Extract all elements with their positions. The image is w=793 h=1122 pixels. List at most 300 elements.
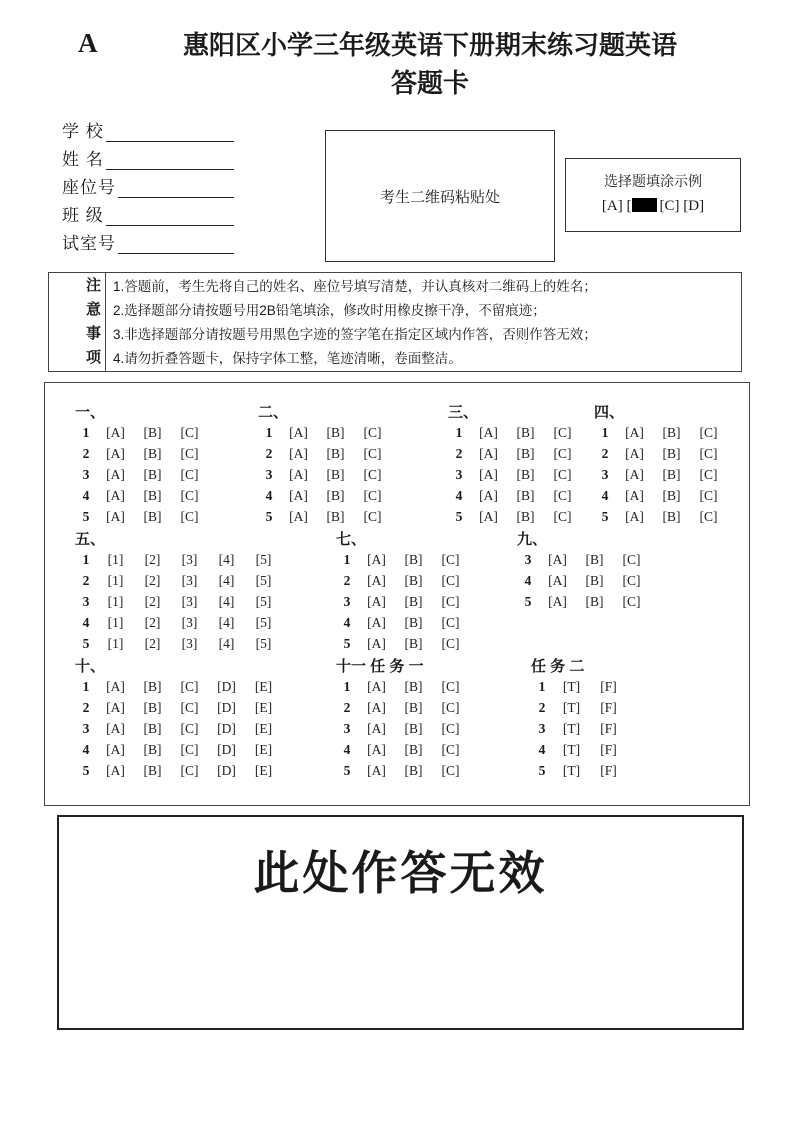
answer-bubble[interactable]: [B] [143,720,162,736]
field-seat-number-input-line[interactable] [118,176,234,198]
answer-row [258,443,448,464]
answer-section [75,655,336,781]
answer-section [594,401,727,527]
answer-bubble[interactable]: [C] [180,424,199,440]
notice-items [106,273,597,371]
answer-row [336,676,531,697]
answer-bubble[interactable]: [A] [625,445,644,461]
answer-row [594,422,727,443]
answer-bubble[interactable]: [C] [699,508,718,524]
answer-bubble[interactable]: [A] [106,762,125,778]
answer-bubble[interactable]: [C] [441,614,460,630]
answer-row [448,464,594,485]
section-title: 十一 任 务 一 [336,658,424,675]
section-title: 任 务 二 [531,658,585,675]
question-number: 4 [343,614,351,630]
answer-bubble[interactable]: [C] [441,572,460,588]
answer-bubble[interactable]: [A] [367,678,386,694]
answer-bubble[interactable]: [B] [404,614,423,630]
answer-row [517,570,650,591]
question-number: 1 [82,551,90,567]
answer-row [531,697,627,718]
answer-bubble[interactable]: [B] [143,762,162,778]
answer-bubble[interactable]: [4] [218,614,235,630]
question-number: 2 [538,699,546,715]
answer-bubble[interactable]: [C] [363,508,382,524]
answer-bubble[interactable]: [C] [553,466,572,482]
answer-row [594,485,727,506]
question-number: 5 [343,762,351,778]
section-title: 九、 [517,531,548,548]
answer-row [75,633,336,654]
answer-bubble[interactable]: [C] [441,551,460,567]
field-exam-room-label: 试室号 [62,234,116,253]
section-title: 二、 [258,404,289,421]
answer-bubble[interactable]: [C] [699,424,718,440]
answer-bubble[interactable]: [B] [326,445,345,461]
answer-bubble[interactable]: [T] [562,741,581,757]
field-name [62,142,234,170]
notice-label-char: 注 [85,277,101,294]
answer-row [258,422,448,443]
answer-bubble[interactable]: [F] [600,720,617,736]
question-number: 1 [455,424,463,440]
answer-bubble[interactable]: [C] [363,466,382,482]
answer-row [75,612,336,633]
answer-bubble[interactable]: [A] [106,424,125,440]
answer-bubble[interactable]: [5] [255,551,272,567]
question-number: 1 [82,424,90,440]
answer-row [75,739,336,760]
fill-example-box [565,158,741,232]
answer-row [448,422,594,443]
answer-section [531,655,627,781]
field-school-label: 学 校 [62,122,104,141]
question-number: 2 [82,445,90,461]
field-exam-room [62,226,234,254]
answer-bubble[interactable]: [B] [326,424,345,440]
answer-bubble[interactable]: [B] [516,508,535,524]
answer-bubble[interactable]: [T] [562,699,581,715]
answer-bubble[interactable]: [B] [516,466,535,482]
answer-row [75,485,258,506]
answer-row [75,443,258,464]
answer-row [531,739,627,760]
answer-bubble[interactable]: [4] [218,593,235,609]
answer-grid [44,382,750,806]
answer-bubble[interactable]: [C] [180,762,199,778]
answer-bubble[interactable]: [C] [180,508,199,524]
answer-bubble[interactable]: [C] [622,593,641,609]
answer-row [336,633,517,654]
answer-bubble[interactable]: [A] [106,466,125,482]
answer-bubble[interactable]: [D] [217,678,236,694]
answer-bubble[interactable]: [A] [479,487,498,503]
answer-bubble[interactable]: [1] [107,551,124,567]
answer-row [594,506,727,527]
answer-row [75,422,258,443]
answer-row [448,443,594,464]
answer-bubble[interactable]: [C] [180,720,199,736]
notice-label-char: 意 [85,301,101,318]
paper-version-label: A [78,28,98,58]
field-class-label: 班 级 [62,206,104,225]
answer-bubble[interactable]: [3] [181,572,198,588]
answer-row [75,549,336,570]
answer-bubble[interactable]: [C] [441,720,460,736]
answer-row [75,506,258,527]
answer-bubble[interactable]: [C] [699,445,718,461]
answer-bubble[interactable]: [B] [404,720,423,736]
answer-bubble[interactable]: [T] [562,720,581,736]
answer-bubble[interactable]: [4] [218,635,235,651]
fill-example-options [566,198,740,215]
answer-bubble[interactable]: [B] [404,572,423,588]
answer-bubble[interactable]: [A] [106,487,125,503]
answer-bubble[interactable]: [T] [562,762,581,778]
answer-bubble[interactable]: [B] [404,741,423,757]
answer-bubble[interactable]: [A] [479,466,498,482]
answer-bubble[interactable]: [B] [143,678,162,694]
answer-bubble[interactable]: [B] [404,635,423,651]
answer-row [531,676,627,697]
answer-row [531,718,627,739]
answer-row [75,697,336,718]
answer-row [336,739,531,760]
answer-bubble[interactable]: [C] [363,445,382,461]
answer-bubble[interactable]: [B] [326,487,345,503]
answer-bubble[interactable]: [A] [367,741,386,757]
question-number: 2 [601,445,609,461]
question-number: 5 [538,762,546,778]
section-title: 一、 [75,404,106,421]
notice-label-char: 项 [85,349,101,366]
answer-bubble[interactable]: [C] [622,572,641,588]
answer-bubble[interactable]: [A] [367,762,386,778]
section-title: 四、 [594,404,625,421]
notice-item-4: 4.请勿折叠答题卡，保持字体工整，笔迹清晰，卷面整洁。 [113,351,462,366]
answer-bubble[interactable]: [E] [254,699,273,715]
answer-bubble[interactable]: [C] [441,741,460,757]
answer-row [336,570,517,591]
question-number: 5 [82,508,90,524]
field-seat-number-label: 座位号 [62,178,116,197]
answer-bubble[interactable]: [B] [143,699,162,715]
answer-bubble[interactable]: [3] [181,614,198,630]
answer-bubble[interactable]: [B] [404,699,423,715]
answer-bubble[interactable]: [C] [441,593,460,609]
question-number: 4 [455,487,463,503]
answer-bubble[interactable]: [B] [404,678,423,694]
notice-box [48,272,742,372]
answer-bubble[interactable]: [C] [180,487,199,503]
answer-bubble[interactable]: [2] [144,635,161,651]
answer-bubble[interactable]: [A] [367,614,386,630]
answer-bubble[interactable]: [C] [622,551,641,567]
answer-bubble[interactable]: [E] [254,720,273,736]
answer-bubble[interactable]: [C] [363,424,382,440]
answer-bubble[interactable]: [F] [600,741,617,757]
question-number: 3 [82,593,90,609]
answer-bubble[interactable]: [B] [662,508,681,524]
answer-bubble[interactable]: [A] [106,699,125,715]
answer-bubble[interactable]: [A] [106,508,125,524]
answer-bubble[interactable]: [A] [625,466,644,482]
question-number: 1 [265,424,273,440]
answer-bubble[interactable]: [2] [144,593,161,609]
answer-bubble[interactable]: [B] [662,487,681,503]
answer-bubble[interactable]: [B] [516,445,535,461]
answer-row [75,718,336,739]
question-number: 3 [455,466,463,482]
fill-example-suffix: [C] [D] [659,198,705,214]
qr-code-paste-area [325,130,555,262]
answer-bubble[interactable]: [A] [106,678,125,694]
answer-bubble[interactable]: [A] [367,720,386,736]
answer-bubble[interactable]: [A] [106,741,125,757]
answer-bubble[interactable]: [A] [367,593,386,609]
answer-bubble[interactable]: [C] [180,466,199,482]
answer-bubble[interactable]: [A] [625,508,644,524]
field-name-input-line[interactable] [106,148,234,170]
answer-bubble[interactable]: [C] [699,487,718,503]
page-title-line1: 惠阳区小学三年级英语下册期末练习题英语 [182,30,677,60]
answer-bubble[interactable]: [2] [144,551,161,567]
question-number: 2 [343,572,351,588]
answer-bubble[interactable]: [C] [699,466,718,482]
question-number: 2 [455,445,463,461]
answer-bubble[interactable]: [5] [255,572,272,588]
answer-row [531,760,627,781]
answer-bubble[interactable]: [C] [180,741,199,757]
answer-bubble[interactable]: [F] [600,699,617,715]
notice-item-2: 2.选择题部分请按题号用2B铅笔填涂，修改时用橡皮擦干净，不留痕迹； [113,303,546,318]
field-class-input-line[interactable] [106,204,234,226]
question-number: 5 [524,593,532,609]
answer-bubble[interactable]: [B] [516,424,535,440]
answer-row [448,506,594,527]
answer-bubble[interactable]: [A] [479,424,498,440]
answer-bubble[interactable]: [D] [217,762,236,778]
question-number: 2 [265,445,273,461]
answer-bubble[interactable]: [T] [562,678,581,694]
answer-section [517,528,650,654]
answer-bubble[interactable]: [C] [180,445,199,461]
notice-vertical-label [49,273,106,371]
answer-bubble[interactable]: [A] [106,720,125,736]
answer-bubble[interactable]: [C] [441,678,460,694]
answer-bubble[interactable]: [A] [289,466,308,482]
question-number: 1 [82,678,90,694]
question-number: 3 [538,720,546,736]
answer-bubble[interactable]: [A] [367,699,386,715]
answer-bubble[interactable]: [A] [289,445,308,461]
question-number: 3 [601,466,609,482]
answer-row [75,760,336,781]
answer-bubble[interactable]: [2] [144,614,161,630]
answer-bubble[interactable]: [B] [662,424,681,440]
answer-row [75,676,336,697]
answer-row [258,506,448,527]
fill-example-title: 选择题填涂示例 [604,173,702,189]
answer-bubble[interactable]: [B] [585,572,604,588]
answer-row [517,549,650,570]
question-number: 3 [82,466,90,482]
answer-bubble[interactable]: [B] [662,466,681,482]
section-title: 三、 [448,404,479,421]
field-class [62,198,234,226]
answer-bubble[interactable]: [5] [255,593,272,609]
answer-bubble[interactable]: [A] [479,445,498,461]
question-number: 5 [82,635,90,651]
section-title: 七、 [336,531,367,548]
answer-block-1 [45,401,749,527]
question-number: 3 [524,551,532,567]
question-number: 5 [343,635,351,651]
answer-bubble[interactable]: [B] [404,593,423,609]
answer-bubble[interactable]: [A] [367,551,386,567]
answer-section [336,528,517,654]
answer-bubble[interactable]: [A] [479,508,498,524]
section-title: 十、 [75,658,106,675]
notice-item-1: 1.答题前，考生先将自己的姓名、座位号填写清楚，并认真核对二维码上的姓名； [113,279,597,294]
answer-bubble[interactable]: [3] [181,551,198,567]
answer-bubble[interactable]: [B] [404,762,423,778]
page-title [140,26,720,102]
section-title: 五、 [75,531,106,548]
answer-bubble[interactable]: [A] [367,635,386,651]
question-number: 1 [538,678,546,694]
answer-bubble[interactable]: [C] [180,678,199,694]
field-school [62,114,234,142]
question-number: 3 [265,466,273,482]
answer-bubble[interactable]: [B] [585,593,604,609]
answer-block-3 [45,655,749,781]
answer-row [336,549,517,570]
answer-bubble[interactable]: [C] [553,445,572,461]
answer-bubble[interactable]: [A] [625,487,644,503]
field-exam-room-input-line[interactable] [118,232,234,254]
answer-bubble[interactable]: [B] [143,487,162,503]
answer-bubble[interactable]: [E] [254,678,273,694]
answer-bubble[interactable]: [A] [548,593,567,609]
answer-bubble[interactable]: [5] [255,635,272,651]
answer-bubble[interactable]: [B] [326,508,345,524]
answer-bubble[interactable]: [1] [107,572,124,588]
question-number: 4 [82,614,90,630]
answer-bubble[interactable]: [1] [107,635,124,651]
answer-row [594,443,727,464]
answer-bubble[interactable]: [B] [143,741,162,757]
question-number: 1 [343,551,351,567]
answer-bubble[interactable]: [C] [553,424,572,440]
answer-bubble[interactable]: [A] [289,424,308,440]
answer-bubble[interactable]: [A] [289,508,308,524]
answer-section [75,401,258,527]
answer-bubble[interactable]: [C] [553,487,572,503]
answer-row [594,464,727,485]
answer-bubble[interactable]: [A] [548,551,567,567]
question-number: 1 [343,678,351,694]
answer-bubble[interactable]: [A] [367,572,386,588]
answer-bubble[interactable]: [F] [600,762,617,778]
answer-row [258,464,448,485]
answer-bubble[interactable]: [B] [143,424,162,440]
answer-bubble[interactable]: [E] [254,762,273,778]
answer-bubble[interactable]: [B] [404,551,423,567]
answer-bubble[interactable]: [4] [218,572,235,588]
question-number: 4 [601,487,609,503]
answer-bubble[interactable]: [C] [441,635,460,651]
answer-bubble[interactable]: [D] [217,741,236,757]
answer-bubble[interactable]: [B] [585,551,604,567]
answer-bubble[interactable]: [1] [107,614,124,630]
question-number: 4 [82,741,90,757]
answer-bubble[interactable]: [A] [106,445,125,461]
field-name-label: 姓 名 [62,150,104,169]
answer-bubble[interactable]: [B] [326,466,345,482]
question-number: 4 [538,741,546,757]
student-info-fields [62,114,234,254]
question-number: 5 [265,508,273,524]
answer-bubble[interactable]: [C] [441,762,460,778]
answer-row [336,760,531,781]
question-number: 4 [82,487,90,503]
answer-bubble[interactable]: [C] [553,508,572,524]
invalid-answer-text: 此处作答无效 [253,847,548,899]
answer-row [448,485,594,506]
answer-bubble[interactable]: [4] [218,551,235,567]
answer-bubble[interactable]: [A] [548,572,567,588]
answer-bubble[interactable]: [A] [625,424,644,440]
answer-bubble[interactable]: [D] [217,699,236,715]
question-number: 2 [82,699,90,715]
answer-bubble[interactable]: [C] [363,487,382,503]
answer-bubble[interactable]: [1] [107,593,124,609]
answer-bubble[interactable]: [B] [143,466,162,482]
question-number: 1 [601,424,609,440]
answer-row [336,612,517,633]
answer-bubble[interactable]: [3] [181,635,198,651]
question-number: 2 [343,699,351,715]
answer-bubble[interactable]: [3] [181,593,198,609]
answer-bubble[interactable]: [C] [441,699,460,715]
answer-bubble[interactable]: [A] [289,487,308,503]
field-school-input-line[interactable] [106,120,234,142]
answer-bubble[interactable]: [B] [516,487,535,503]
qr-code-paste-label: 考生二维码粘贴处 [379,188,500,206]
answer-bubble[interactable]: [B] [143,508,162,524]
question-number: 3 [82,720,90,736]
answer-row [517,591,650,612]
answer-bubble[interactable]: [D] [217,720,236,736]
answer-bubble[interactable]: [E] [254,741,273,757]
answer-bubble[interactable]: [F] [600,678,617,694]
question-number: 4 [343,741,351,757]
answer-row [336,697,531,718]
answer-block-2 [45,528,749,654]
fill-example-prefix: [A] [ [601,198,632,214]
answer-bubble[interactable]: [B] [143,445,162,461]
answer-bubble[interactable]: [B] [662,445,681,461]
answer-bubble[interactable]: [2] [144,572,161,588]
answer-section [336,655,531,781]
answer-bubble[interactable]: [C] [180,699,199,715]
page-title-line2: 答题卡 [390,68,469,98]
question-number: 4 [524,572,532,588]
invalid-answer-area [57,815,744,1030]
answer-bubble[interactable]: [5] [255,614,272,630]
